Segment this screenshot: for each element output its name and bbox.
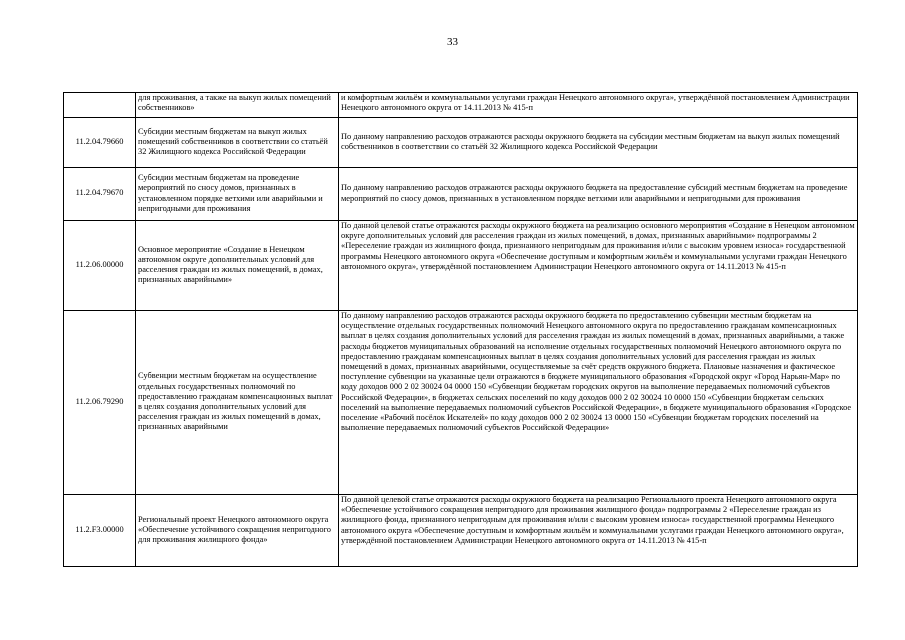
- name-cell: Региональный проект Ненецкого автономного округа «Обеспечение устойчивого сокращения непригодного для проживания жилищного фонда»: [136, 495, 339, 567]
- table-row: [64, 221, 858, 311]
- name-cell: для проживания, а также на выкуп жилых помещений собственников»: [136, 93, 339, 118]
- code-cell: 11.2.04.79660: [64, 118, 136, 168]
- description-cell: По данной целевой статье отражаются расходы окружного бюджета на реализацию Регионального проекта Ненецкого автономного округа «Обеспечение устойчивого сокращения непригодного для проживания жилищного фонда» подпрограммы 2 «Переселение граждан из жилищного фонда, признанного непригодным для проживания и/или с высоким уровнем износа» государственной программы Ненецкого автономного округа «Обеспечение доступным и комфортным жильём и коммунальными услугами граждан Ненецкого автономного округа», утверждённой постановлением Администрации Ненецкого автономного округа от 14.11.2013 № 415-п: [339, 495, 858, 567]
- name-cell: Субсидии местным бюджетам на проведение мероприятий по сносу домов, признанных в установленном порядке ветхими или аварийными и непригодными для проживания: [136, 168, 339, 221]
- name-cell: Субсидии местным бюджетам на выкуп жилых помещений собственников в соответствии со статьёй 32 Жилищного кодекса Российской Федерации: [136, 118, 339, 168]
- page-number: 33: [447, 36, 458, 48]
- description-cell: По данному направлению расходов отражаются расходы окружного бюджета по предоставлению субвенции местным бюджетам на осуществление отдельных государственных полномочий Ненецкого автономного округа по предоставлению гражданам компенсационных выплат в целях создания дополнительных условий для расселения граждан из жилых помещений в домах, признанных аварийными, а также расходы бюджетов муниципальных образований на исполнение отдельных государственных полномочий Ненецкого автономного округа по предоставлению гражданам компенсационных выплат в целях создания дополнительных условий для расселения граждан из жилых помещений в домах, признанных аварийными, осуществляемые за счёт средств окружного бюджета. Плановые назначения и фактическое поступление субвенции на указанные цели отражаются в бюджете муниципального образования «Городской округ «Город Нарьян-Мар» по коду доходов 000 2 02 30024 04 0000 150 «Субвенции бюджетам городских округов на выполнение передаваемых полномочий субъектов Российской Федерации», в бюджетах сельских поселений по коду доходов 000 2 02 30024 10 0000 150 «Субвенции бюджетам сельских поселений на выполнение передаваемых полномочий субъектов Российской Федерации», в бюджете муниципального образования «Городское поселение «Рабочий посёлок Искателей» по коду доходов 000 2 02 30024 13 0000 150 «Субвенции бюджетам городских поселений на выполнение передаваемых полномочий субъектов Российской Федерации»: [339, 311, 858, 495]
- table-row: [64, 495, 858, 567]
- name-cell: Субвенции местным бюджетам на осуществление отдельных государственных полномочий по предоставлению гражданам компенсационных выплат в целях создания дополнительных условий для расселения граждан из жилых помещений в домах, признанных аварийными: [136, 311, 339, 495]
- description-cell: По данному направлению расходов отражаются расходы окружного бюджета на предоставление субсидий местным бюджетам на проведение мероприятий по сносу домов, признанных в установленном порядке ветхими или аварийными и непригодными для проживания: [339, 168, 858, 221]
- description-cell: и комфортным жильём и коммунальными услугами граждан Ненецкого автономного округа», утверждённой постановлением Администрации Ненецкого автономного округа от 14.11.2013 № 415-п: [339, 93, 858, 118]
- table-row: [64, 168, 858, 221]
- description-cell: По данному направлению расходов отражаются расходы окружного бюджета на субсидии местным бюджетам на выкуп жилых помещений собственников в соответствии со статьёй 32 Жилищного кодекса Российской Федерации: [339, 118, 858, 168]
- code-cell: 11.2.06.00000: [64, 221, 136, 311]
- code-cell: 11.2.06.79290: [64, 311, 136, 495]
- description-cell: По данной целевой статье отражаются расходы окружного бюджета на реализацию основного мероприятия «Создание в Ненецком автономном округе дополнительных условий для расселения граждан из жилых помещений, в домах, признанных аварийными» подпрограммы 2 «Переселение граждан из жилищного фонда, признанного непригодным для проживания и/или с высоким уровнем износа» государственной программы Ненецкого автономного округа «Обеспечение доступным и комфортным жильём и коммунальными услугами граждан Ненецкого автономного округа», утверждённой постановлением Администрации Ненецкого автономного округа от 14.11.2013 № 415-п: [339, 221, 858, 311]
- name-cell: Основное мероприятие «Создание в Ненецком автономном округе дополнительных условий для расселения граждан из жилых помещений, в домах, признанных аварийными»: [136, 221, 339, 311]
- budget-classification-table: [63, 92, 858, 567]
- code-cell: [64, 93, 136, 118]
- table-row: [64, 93, 858, 118]
- table-row: [64, 311, 858, 495]
- code-cell: 11.2.F3.00000: [64, 495, 136, 567]
- table-row: [64, 118, 858, 168]
- code-cell: 11.2.04.79670: [64, 168, 136, 221]
